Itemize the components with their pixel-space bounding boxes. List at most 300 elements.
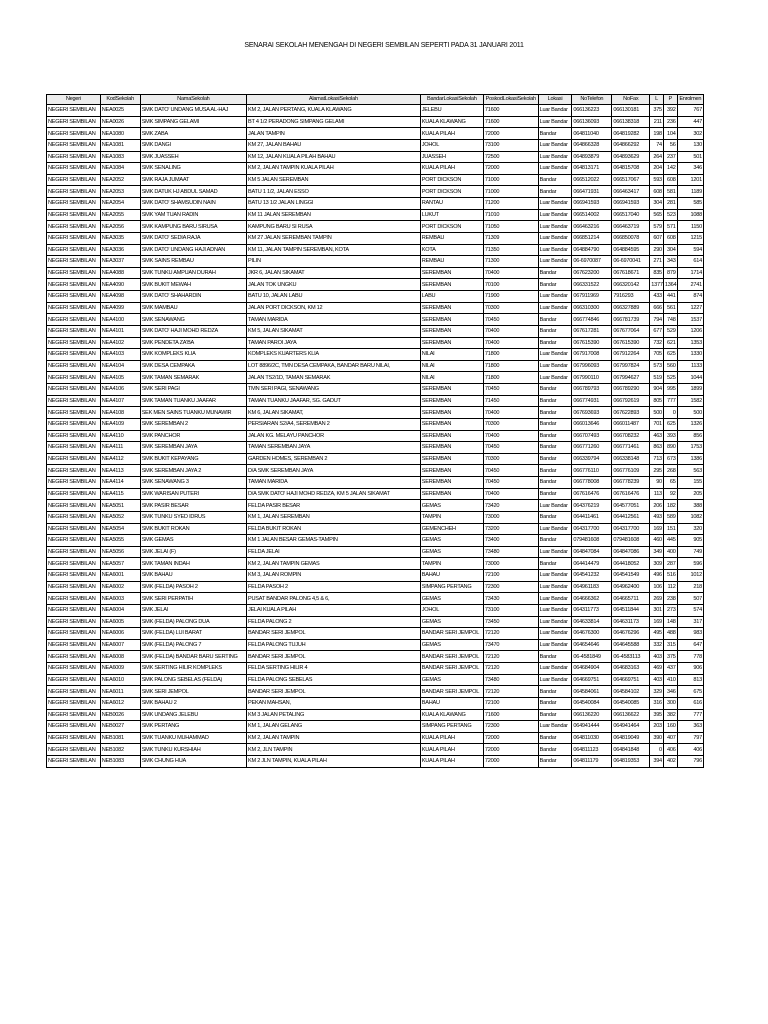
table-cell: NEA3036 xyxy=(100,244,140,256)
table-cell: NEGERI SEMBILAN xyxy=(47,535,101,547)
table-cell: NEGERI SEMBILAN xyxy=(47,337,101,349)
table-cell: 70450 xyxy=(483,314,538,326)
table-row xyxy=(47,384,704,396)
table-cell: 403 xyxy=(650,651,664,663)
table-cell: 593 xyxy=(650,174,664,186)
table-cell: 905 xyxy=(677,535,703,547)
table-cell: KUALA PILAH xyxy=(420,732,483,744)
table-cell: NEGERI SEMBILAN xyxy=(47,686,101,698)
table-cell: 064511844 xyxy=(612,604,650,616)
table-cell: 204 xyxy=(650,163,664,175)
table-cell: NEA4109 xyxy=(100,418,140,430)
table-cell: 064847084 xyxy=(572,546,612,558)
table-cell: 066850078 xyxy=(612,232,650,244)
table-cell: 460 xyxy=(650,535,664,547)
table-cell: 501 xyxy=(677,151,703,163)
table-cell: Bandar xyxy=(538,535,572,547)
table-cell: 067994627 xyxy=(612,372,650,384)
table-row xyxy=(47,523,704,535)
table-cell: 677 xyxy=(650,325,664,337)
table-cell: D/A SMK DATO' HAJI MOHD REDZA, KM 5 JALAN SIKAMAT xyxy=(247,488,421,500)
table-cell: PORT DICKSON xyxy=(420,174,483,186)
table-cell: 332 xyxy=(650,639,664,651)
table-cell: 73430 xyxy=(483,593,538,605)
table-cell: GARDEN HOMES, SEREMBAN 2 xyxy=(247,453,421,465)
table-cell: 064847086 xyxy=(612,546,650,558)
table-cell: 393 xyxy=(663,430,677,442)
table-cell: 71050 xyxy=(483,221,538,233)
table-cell: 589 xyxy=(663,511,677,523)
table-cell: BAHAU xyxy=(420,570,483,582)
table-cell: 104 xyxy=(663,128,677,140)
table-cell: 1353 xyxy=(677,337,703,349)
table-cell: 70450 xyxy=(483,442,538,454)
table-cell: 064676296 xyxy=(612,628,650,640)
column-header: P xyxy=(663,95,677,105)
table-cell: SMK CHUNG HUA xyxy=(140,756,246,768)
table-cell: 218 xyxy=(677,581,703,593)
school-list-table xyxy=(46,94,704,768)
table-cell: Bandar xyxy=(538,174,572,186)
table-cell: 71800 xyxy=(483,349,538,361)
column-header: Enrolmen xyxy=(677,95,703,105)
table-cell: 066138318 xyxy=(612,116,650,128)
table-cell: SMK BAHAU 2 xyxy=(140,697,246,709)
table-cell: 064665711 xyxy=(612,593,650,605)
table-cell: KM 1, JALAN GELANG xyxy=(247,721,421,733)
table-cell: KM 1 JALAN BESAR GEMAS-TAMPIN xyxy=(247,535,421,547)
table-cell: Luar Bandar xyxy=(538,674,572,686)
table-cell: 496 xyxy=(650,570,664,582)
table-cell: 469 xyxy=(650,663,664,675)
table-cell: 72300 xyxy=(483,721,538,733)
table-cell: 064815708 xyxy=(612,163,650,175)
table-cell: 777 xyxy=(677,709,703,721)
table-cell: NEA4106 xyxy=(100,384,140,396)
table-cell: KM 27 JALAN SEREMBAN TAMPIN xyxy=(247,232,421,244)
table-cell: Luar Bandar xyxy=(538,593,572,605)
table-cell: SEREMBAN xyxy=(420,465,483,477)
table-cell: TAMAN SEREMBAN JAYA xyxy=(247,442,421,454)
table-cell: NEA6012 xyxy=(100,697,140,709)
table-cell: NEA1083 xyxy=(100,151,140,163)
table-cell: 71800 xyxy=(483,360,538,372)
table-cell: 064540084 xyxy=(572,697,612,709)
table-cell: TAMAN MARIDA xyxy=(247,477,421,489)
table-cell: SMK SENALING xyxy=(140,163,246,175)
table-cell: 406 xyxy=(677,744,703,756)
table-cell: Bandar xyxy=(538,511,572,523)
table-cell: Bandar xyxy=(538,477,572,489)
table-cell: 573 xyxy=(650,360,664,372)
table-row xyxy=(47,686,704,698)
table-cell: 1044 xyxy=(677,372,703,384)
table-cell: 1189 xyxy=(677,186,703,198)
table-cell: SMK DESA CEMPAKA xyxy=(140,360,246,372)
table-cell: 066778239 xyxy=(612,477,650,489)
table-cell: NEB1082 xyxy=(100,744,140,756)
table-cell: Luar Bandar xyxy=(538,349,572,361)
table-cell: KM 3, JALAN ROMPIN xyxy=(247,570,421,582)
table-row xyxy=(47,267,704,279)
table-row xyxy=(47,198,704,210)
table-cell: 70300 xyxy=(483,302,538,314)
table-cell: 066781739 xyxy=(612,314,650,326)
table-cell: BANDAR SERI JEMPOL xyxy=(247,686,421,698)
table-cell: 525 xyxy=(663,372,677,384)
table-cell: 403 xyxy=(650,674,664,686)
column-header: NoFax xyxy=(612,95,650,105)
table-cell: NEGERI SEMBILAN xyxy=(47,604,101,616)
table-cell: 066011487 xyxy=(612,418,650,430)
table-cell: 066471931 xyxy=(572,186,612,198)
table-row xyxy=(47,244,704,256)
table-cell: 064666362 xyxy=(572,593,612,605)
table-cell: 73480 xyxy=(483,546,538,558)
table-cell: 382 xyxy=(663,709,677,721)
table-cell: 264 xyxy=(650,151,664,163)
table-cell: 395 xyxy=(650,709,664,721)
table-cell: 064684904 xyxy=(572,663,612,675)
table-cell: SMK TUNKU AMPUAN DURAH xyxy=(140,267,246,279)
table-cell: 06-4581849 xyxy=(572,651,612,663)
column-header: NoTelefon xyxy=(572,95,612,105)
table-cell: Luar Bandar xyxy=(538,209,572,221)
table-row xyxy=(47,709,704,721)
table-cell: 70400 xyxy=(483,337,538,349)
table-cell: 563 xyxy=(677,465,703,477)
table-cell: 607 xyxy=(650,232,664,244)
table-cell: 067617281 xyxy=(572,325,612,337)
table-row xyxy=(47,151,704,163)
table-cell: FELDA SERTING HILIR 4 xyxy=(247,663,421,675)
table-cell: 441 xyxy=(663,291,677,303)
table-cell: 72000 xyxy=(483,732,538,744)
table-cell: 71600 xyxy=(483,116,538,128)
table-cell: 064414479 xyxy=(572,558,612,570)
table-cell: 1201 xyxy=(677,174,703,186)
table-cell: LUKUT xyxy=(420,209,483,221)
table-cell: 238 xyxy=(663,593,677,605)
table-cell: SMK WARISAN PUTERI xyxy=(140,488,246,500)
table-cell: Luar Bandar xyxy=(538,232,572,244)
table-cell: NEA4111 xyxy=(100,442,140,454)
column-header: Lokasi xyxy=(538,95,572,105)
table-row xyxy=(47,546,704,558)
table-row xyxy=(47,639,704,651)
table-cell: 066776109 xyxy=(612,465,650,477)
table-cell: NEGERI SEMBILAN xyxy=(47,360,101,372)
table-cell: 625 xyxy=(663,349,677,361)
table-cell: Luar Bandar xyxy=(538,105,572,117)
table-cell: D/A SMK SEREMBAN JAYA xyxy=(247,465,421,477)
table-cell: NEGERI SEMBILAN xyxy=(47,465,101,477)
table-cell: 500 xyxy=(650,407,664,419)
table-cell: 71600 xyxy=(483,105,538,117)
table-cell: NEA4113 xyxy=(100,465,140,477)
table-cell: 70100 xyxy=(483,279,538,291)
table-cell: GEMAS xyxy=(420,535,483,547)
table-cell: 064317700 xyxy=(612,523,650,535)
table-cell: 066327889 xyxy=(612,302,650,314)
table-cell: 066517067 xyxy=(612,174,650,186)
table-cell: JALAN PORT DICKSON, KM 12 xyxy=(247,302,421,314)
table-cell: NEGERI SEMBILAN xyxy=(47,674,101,686)
table-cell: NEA4105 xyxy=(100,372,140,384)
table-cell: NEA2053 xyxy=(100,186,140,198)
table-cell: SEREMBAN xyxy=(420,442,483,454)
table-row xyxy=(47,186,704,198)
table-cell: SMK DATO' SHAHARDIN xyxy=(140,291,246,303)
table-cell: 71309 xyxy=(483,232,538,244)
table-cell: NEA4099 xyxy=(100,302,140,314)
table-cell: Bandar xyxy=(538,465,572,477)
table-cell: 72120 xyxy=(483,651,538,663)
table-cell: PORT DICKSON xyxy=(420,221,483,233)
table-cell: 73100 xyxy=(483,139,538,151)
table-cell: NEA2055 xyxy=(100,209,140,221)
table-cell: NEGERI SEMBILAN xyxy=(47,302,101,314)
table-cell: JALAN TOK UNGKU xyxy=(247,279,421,291)
table-cell: NEGERI SEMBILAN xyxy=(47,395,101,407)
table-row xyxy=(47,349,704,361)
table-cell: JALAN KG. MELAYU PANCHOR xyxy=(247,430,421,442)
column-header: NamaSekolah xyxy=(140,95,246,105)
table-cell: NEGERI SEMBILAN xyxy=(47,291,101,303)
table-cell: Bandar xyxy=(538,407,572,419)
table-cell: SMK DATO' UNDANG HAJI ADNAN xyxy=(140,244,246,256)
table-cell: NEA6007 xyxy=(100,639,140,651)
table-cell: 06-4583113 xyxy=(612,651,650,663)
table-cell: KUALA PILAH xyxy=(420,128,483,140)
table-cell: 561 xyxy=(663,302,677,314)
table-cell: TAMAN TUANKU JAAFAR, SG. GADUT xyxy=(247,395,421,407)
table-cell: 066771461 xyxy=(612,442,650,454)
table-cell: GEMENCHEH xyxy=(420,523,483,535)
table-cell: Bandar xyxy=(538,384,572,396)
table-cell: NEGERI SEMBILAN xyxy=(47,279,101,291)
table-cell: NEA4090 xyxy=(100,279,140,291)
table-cell: 066771260 xyxy=(572,442,612,454)
table-cell: SMK YAM TUAN RADIN xyxy=(140,209,246,221)
table-cell: 064418052 xyxy=(612,558,650,570)
table-cell: 346 xyxy=(677,163,703,175)
table-cell: 445 xyxy=(663,535,677,547)
table-cell: 906 xyxy=(677,663,703,675)
table-cell: 71010 xyxy=(483,209,538,221)
table-row xyxy=(47,360,704,372)
table-row xyxy=(47,325,704,337)
table-cell: 064819353 xyxy=(612,756,650,768)
table-cell: 70450 xyxy=(483,465,538,477)
table-cell: 066517040 xyxy=(612,209,650,221)
table-cell: SIMPANG PERTANG xyxy=(420,721,483,733)
table-cell: KM 2, JLN TAMPIN xyxy=(247,744,421,756)
table-cell: NILAI xyxy=(420,372,483,384)
table-row xyxy=(47,291,704,303)
table-cell: 066130181 xyxy=(612,105,650,117)
table-cell: 614 xyxy=(677,256,703,268)
table-cell: 565 xyxy=(650,209,664,221)
table-row xyxy=(47,418,704,430)
table-cell: JALAN TAMPIN xyxy=(247,128,421,140)
table-cell: 388 xyxy=(677,500,703,512)
table-cell: NEA5051 xyxy=(100,500,140,512)
table-cell: BATU 1 1/2, JALAN ESSO xyxy=(247,186,421,198)
table-cell: NEGERI SEMBILAN xyxy=(47,232,101,244)
table-cell: 1215 xyxy=(677,232,703,244)
table-cell: 74 xyxy=(650,139,664,151)
table-cell: 304 xyxy=(663,244,677,256)
table-cell: 1364 xyxy=(663,279,677,291)
table-cell: 269 xyxy=(650,593,664,605)
table-cell: 495 xyxy=(650,628,664,640)
table-cell: SMK BUKIT ROKAN xyxy=(140,523,246,535)
table-cell: NEA6010 xyxy=(100,674,140,686)
table-cell: 797 xyxy=(677,732,703,744)
table-cell: SMK SEREMBAN 2 xyxy=(140,418,246,430)
table-cell: 794 xyxy=(650,314,664,326)
table-cell: 160 xyxy=(663,721,677,733)
table-cell: SMK DATO' UNDANG MUSA AL-HAJ xyxy=(140,105,246,117)
table-cell: SEREMBAN xyxy=(420,314,483,326)
table-cell: 402 xyxy=(663,756,677,768)
table-cell: 309 xyxy=(650,558,664,570)
table-row xyxy=(47,628,704,640)
table-cell: 066136220 xyxy=(572,709,612,721)
table-cell: 300 xyxy=(663,697,677,709)
table-row xyxy=(47,163,704,175)
table-cell: NEA5057 xyxy=(100,558,140,570)
table-cell: NEGERI SEMBILAN xyxy=(47,756,101,768)
table-cell: 287 xyxy=(663,558,677,570)
table-cell: NEA2056 xyxy=(100,221,140,233)
table-cell: NEA4102 xyxy=(100,337,140,349)
table-cell: 71900 xyxy=(483,291,538,303)
table-cell: 363 xyxy=(677,721,703,733)
table-cell: Bandar xyxy=(538,279,572,291)
table-cell: 064654646 xyxy=(572,639,612,651)
table-cell: 500 xyxy=(677,407,703,419)
table-cell: NEA6008 xyxy=(100,651,140,663)
table-cell: NEGERI SEMBILAN xyxy=(47,442,101,454)
table-cell: NEA4114 xyxy=(100,477,140,489)
table-cell: 1537 xyxy=(677,314,703,326)
table-cell: 375 xyxy=(663,651,677,663)
table-cell: 066136093 xyxy=(572,116,612,128)
table-cell: 064884595 xyxy=(612,244,650,256)
table-cell: SMK PERTANG xyxy=(140,721,246,733)
table-cell: SMK DATO' HAJI MOHD REDZA xyxy=(140,325,246,337)
table-cell: 067616476 xyxy=(612,488,650,500)
table-cell: NEGERI SEMBILAN xyxy=(47,163,101,175)
table-cell: 519 xyxy=(650,372,664,384)
table-cell: Bandar xyxy=(538,430,572,442)
table-cell: NEGERI SEMBILAN xyxy=(47,628,101,640)
table-cell: NEGERI SEMBILAN xyxy=(47,116,101,128)
table-cell: NEGERI SEMBILAN xyxy=(47,709,101,721)
table-cell: TAMPIN xyxy=(420,511,483,523)
table-cell: Luar Bandar xyxy=(538,721,572,733)
table-cell: NEGERI SEMBILAN xyxy=(47,139,101,151)
table-cell: NEA4115 xyxy=(100,488,140,500)
table-cell: 273 xyxy=(663,604,677,616)
table-cell: Bandar xyxy=(538,686,572,698)
table-cell: 066512022 xyxy=(572,174,612,186)
table-cell: SIMPANG PERTANG xyxy=(420,581,483,593)
table-row xyxy=(47,744,704,756)
table-cell: 71300 xyxy=(483,256,538,268)
table-cell: NEGERI SEMBILAN xyxy=(47,453,101,465)
table-cell: 06-6970087 xyxy=(572,256,612,268)
table-cell: 064645588 xyxy=(612,639,650,651)
table-cell: 529 xyxy=(663,325,677,337)
table-cell: KM 11, JALAN TAMPIN SEREMBAN, KOTA xyxy=(247,244,421,256)
table-cell: JALAN TS2/1D, TAMAN SEMARAK xyxy=(247,372,421,384)
table-cell: Luar Bandar xyxy=(538,500,572,512)
table-cell: 72000 xyxy=(483,163,538,175)
table-cell: NEGERI SEMBILAN xyxy=(47,186,101,198)
table-cell: 169 xyxy=(650,616,664,628)
table-cell: 70450 xyxy=(483,477,538,489)
table-cell: 237 xyxy=(663,151,677,163)
table-cell: SMK GEMAS xyxy=(140,535,246,547)
table-cell: 805 xyxy=(650,395,664,407)
table-cell: NEA5056 xyxy=(100,546,140,558)
table-cell: 2741 xyxy=(677,279,703,291)
table-cell: JUASSEH xyxy=(420,151,483,163)
table-cell: 066774846 xyxy=(572,314,612,326)
table-cell: 066774931 xyxy=(572,395,612,407)
table-row xyxy=(47,302,704,314)
table-cell: SMK (FELDA) PASOH 2 xyxy=(140,581,246,593)
table-cell: 493 xyxy=(650,511,664,523)
table-cell: 463 xyxy=(650,430,664,442)
table-cell: SMK KAMPUNG BARU SIRUSA xyxy=(140,221,246,233)
table-cell: 155 xyxy=(677,477,703,489)
table-cell: NEGERI SEMBILAN xyxy=(47,209,101,221)
table-cell: 71350 xyxy=(483,244,538,256)
table-cell: NEA2052 xyxy=(100,174,140,186)
table-cell: KUALA PILAH xyxy=(420,163,483,175)
table-cell: 579 xyxy=(650,221,664,233)
table-cell: 777 xyxy=(663,395,677,407)
table-cell: SMK SEREMBAN JAYA 2 xyxy=(140,465,246,477)
table-row xyxy=(47,558,704,570)
table-row xyxy=(47,604,704,616)
table-cell: Bandar xyxy=(538,128,572,140)
table-cell: 1753 xyxy=(677,442,703,454)
table-row xyxy=(47,174,704,186)
table-cell: 182 xyxy=(663,500,677,512)
table-cell: 574 xyxy=(677,604,703,616)
table-row xyxy=(47,477,704,489)
table-cell: 437 xyxy=(663,663,677,675)
table-cell: NEA6004 xyxy=(100,604,140,616)
table-cell: NEA6002 xyxy=(100,581,140,593)
table-cell: NEA1084 xyxy=(100,163,140,175)
table-cell: 71800 xyxy=(483,372,538,384)
table-cell: 067996093 xyxy=(572,360,612,372)
table-row xyxy=(47,581,704,593)
table-cell: 343 xyxy=(663,256,677,268)
table-cell: NEA3035 xyxy=(100,232,140,244)
table-cell: 594 xyxy=(677,244,703,256)
table-cell: 067693693 xyxy=(572,407,612,419)
table-cell: 983 xyxy=(677,628,703,640)
table-cell: SEREMBAN xyxy=(420,407,483,419)
table-cell: 72000 xyxy=(483,744,538,756)
